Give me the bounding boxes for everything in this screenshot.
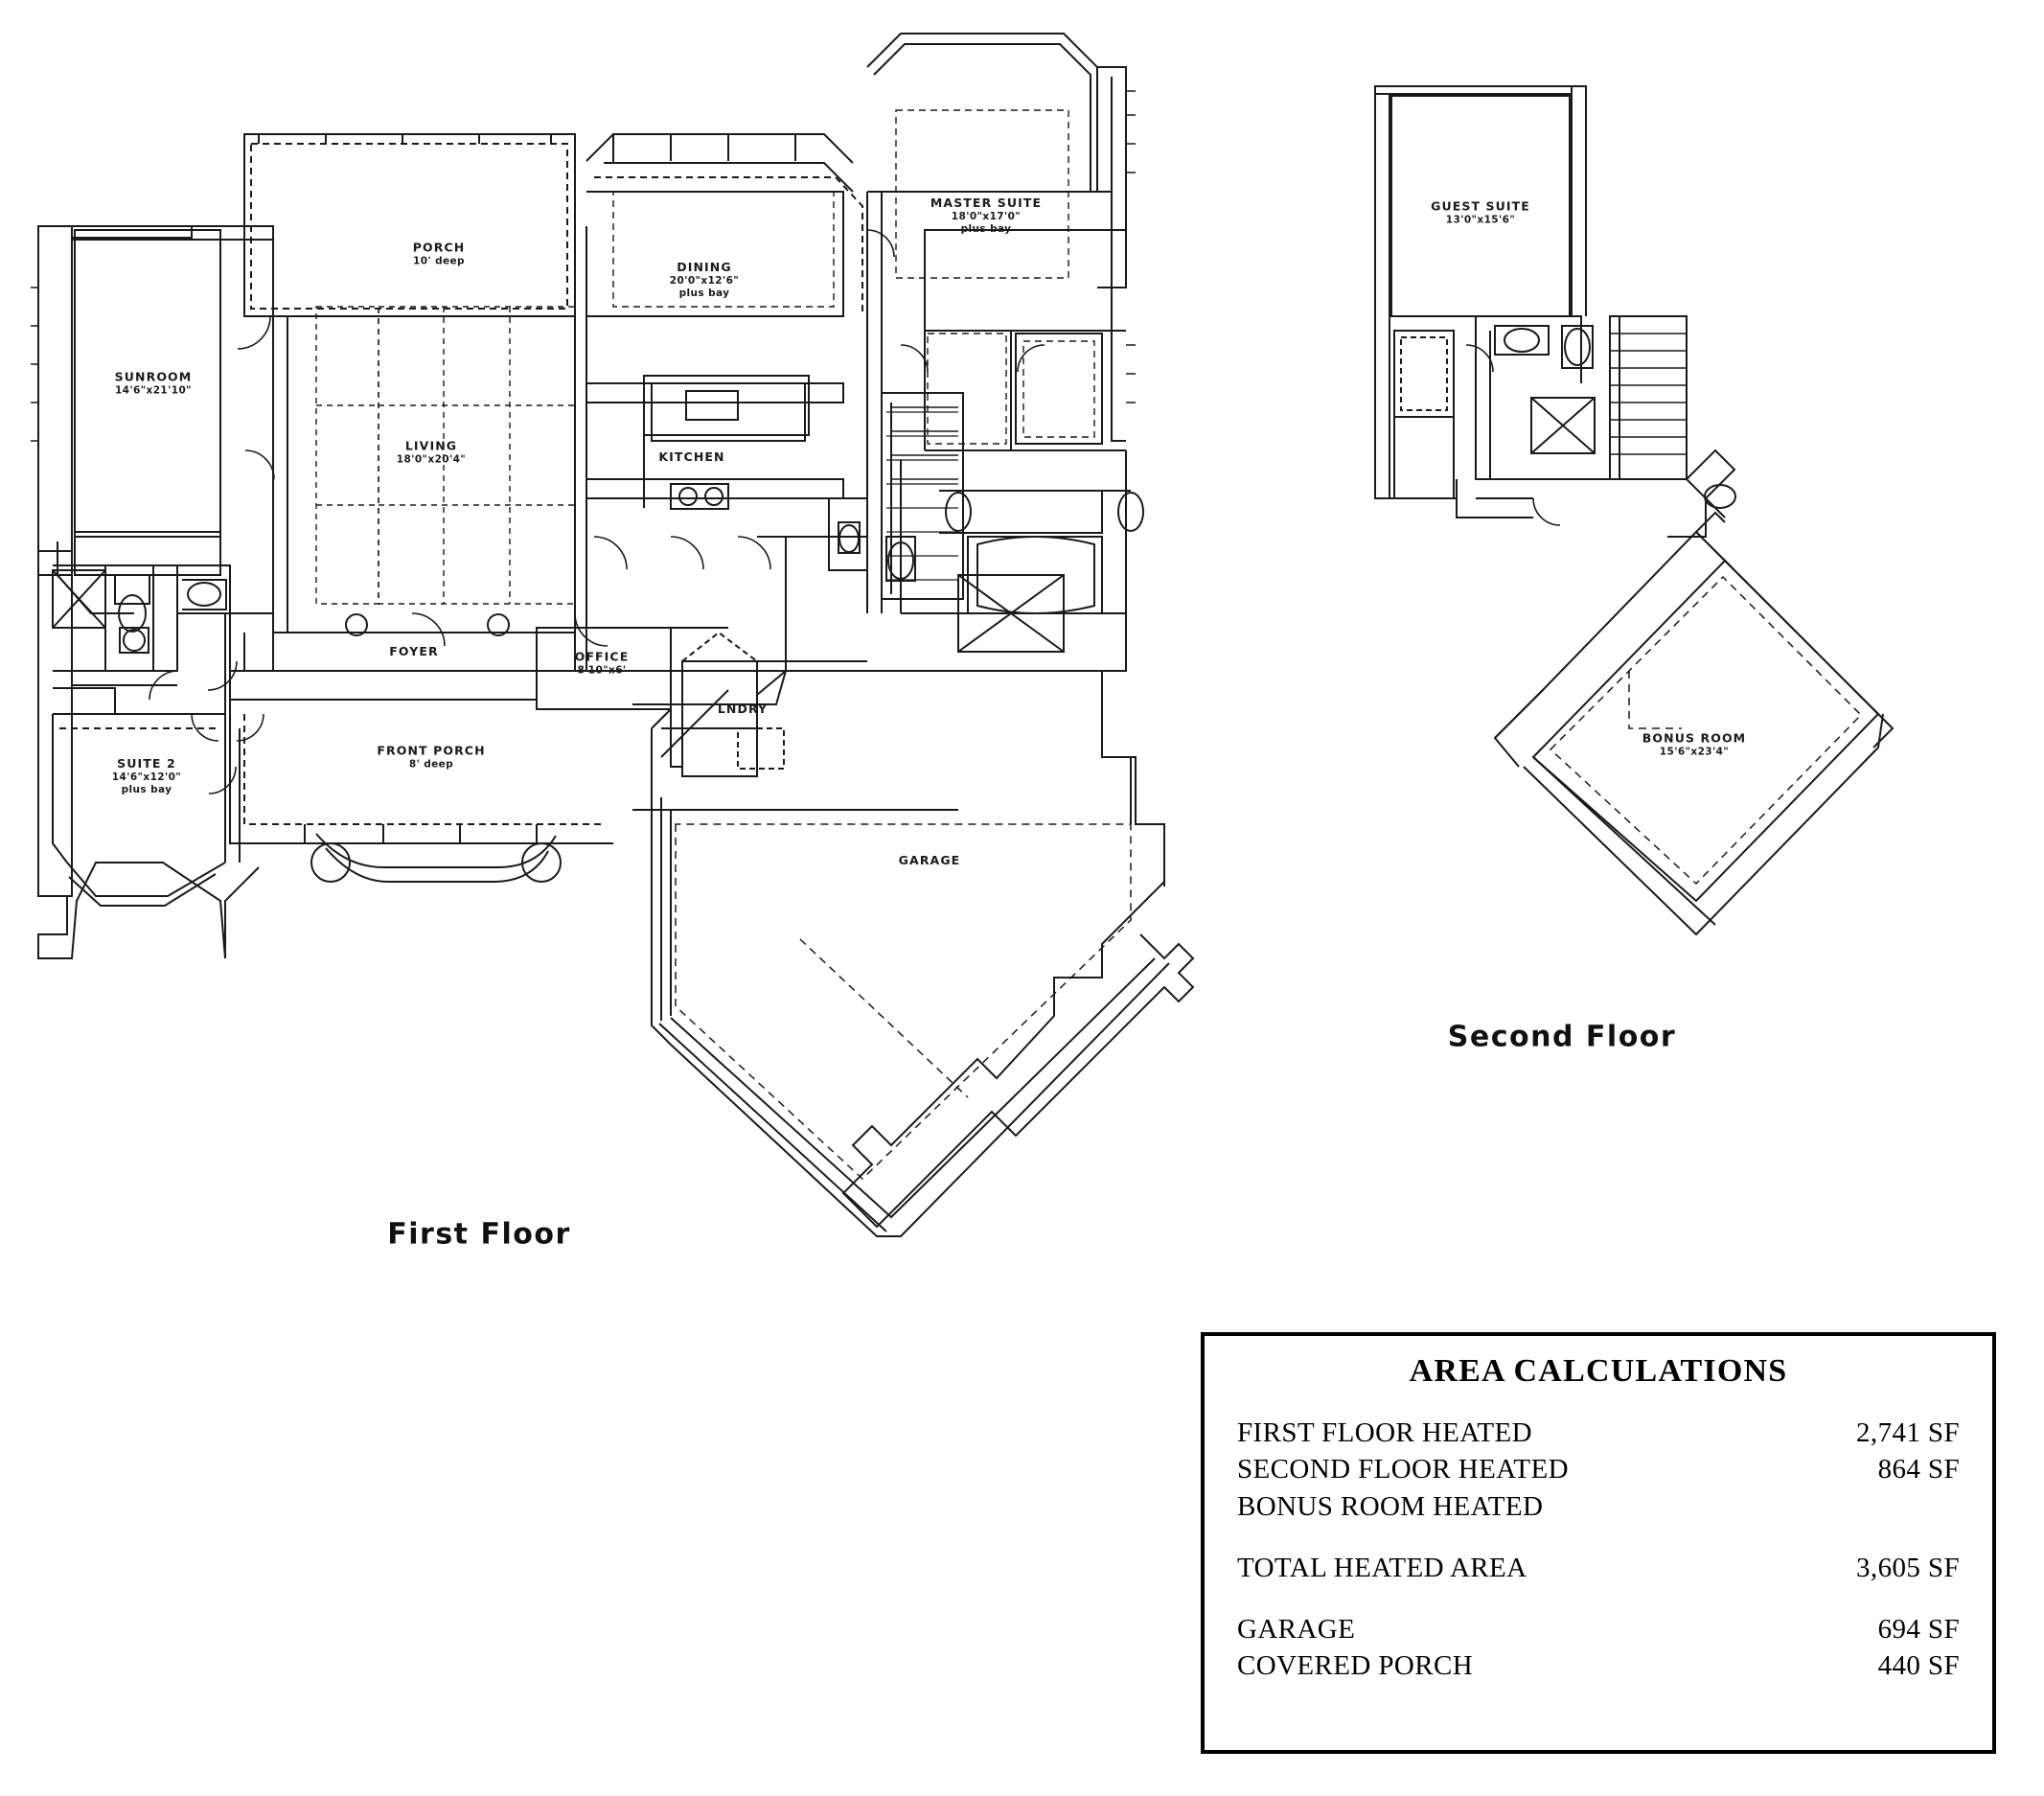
- area-label: GARAGE: [1237, 1614, 1356, 1646]
- room-name: FRONT PORCH: [377, 743, 486, 758]
- room-name: PORCH: [412, 240, 466, 255]
- room-dim: 15'6"x23'4": [1659, 746, 1730, 758]
- room-name: GUEST SUITE: [1431, 198, 1530, 214]
- area-label: FIRST FLOOR HEATED: [1237, 1417, 1532, 1448]
- area-calculations-title: AREA CALCULATIONS: [1409, 1353, 1788, 1389]
- room-dim: 13'0"x15'6": [1445, 214, 1516, 226]
- room-name: FOYER: [389, 644, 439, 659]
- room-name: SUITE 2: [117, 756, 176, 771]
- area-value: 864 SF: [1877, 1454, 1960, 1485]
- area-row: [1237, 1611, 1960, 1647]
- area-calculations-box: [1201, 1332, 1996, 1754]
- room-name: GARAGE: [898, 853, 961, 868]
- room-note: 8' deep: [408, 758, 454, 771]
- area-label: SECOND FLOOR HEATED: [1237, 1454, 1569, 1485]
- area-label: BONUS ROOM HEATED: [1237, 1490, 1544, 1522]
- room-dim: 14'6"x12'0": [111, 771, 182, 783]
- room-note: 10' deep: [413, 255, 465, 267]
- room-dim: 14'6"x21'10": [114, 384, 193, 397]
- room-name: OFFICE: [574, 649, 630, 664]
- room-dim: 20'0"x12'6": [669, 274, 740, 287]
- room-note: plus bay: [960, 222, 1012, 235]
- area-spacer: [1237, 1586, 1960, 1611]
- room-dim: 18'0"x20'4": [396, 453, 467, 466]
- room-name: LIVING: [404, 438, 458, 453]
- area-value: 440 SF: [1877, 1650, 1960, 1682]
- area-row: [1237, 1415, 1960, 1451]
- room-name: BONUS ROOM: [1642, 730, 1747, 746]
- area-row: [1237, 1451, 1960, 1487]
- room-name: MASTER SUITE: [930, 196, 1043, 211]
- room-dim: 18'0"x17'0": [951, 210, 1022, 222]
- room-note: plus bay: [121, 783, 172, 795]
- area-label: TOTAL HEATED AREA: [1237, 1552, 1527, 1583]
- area-spacer: [1237, 1525, 1960, 1550]
- area-row: [1237, 1647, 1960, 1684]
- area-value: 3,605 SF: [1856, 1552, 1960, 1583]
- area-value: 2,741 SF: [1856, 1417, 1960, 1448]
- area-label: COVERED PORCH: [1237, 1650, 1474, 1682]
- room-name: SUNROOM: [114, 369, 193, 384]
- second-floor-title: Second Floor: [1447, 1020, 1677, 1054]
- room-note: plus bay: [678, 287, 730, 299]
- first-floor-title: First Floor: [387, 1217, 571, 1252]
- area-row: [1237, 1488, 1960, 1525]
- area-row-total: [1237, 1550, 1960, 1586]
- room-name: KITCHEN: [658, 449, 725, 465]
- area-value: 694 SF: [1877, 1614, 1960, 1646]
- room-name: DINING: [677, 260, 732, 275]
- room-name: LNDRY: [717, 702, 769, 717]
- room-dim: 8'10"x6': [577, 664, 627, 677]
